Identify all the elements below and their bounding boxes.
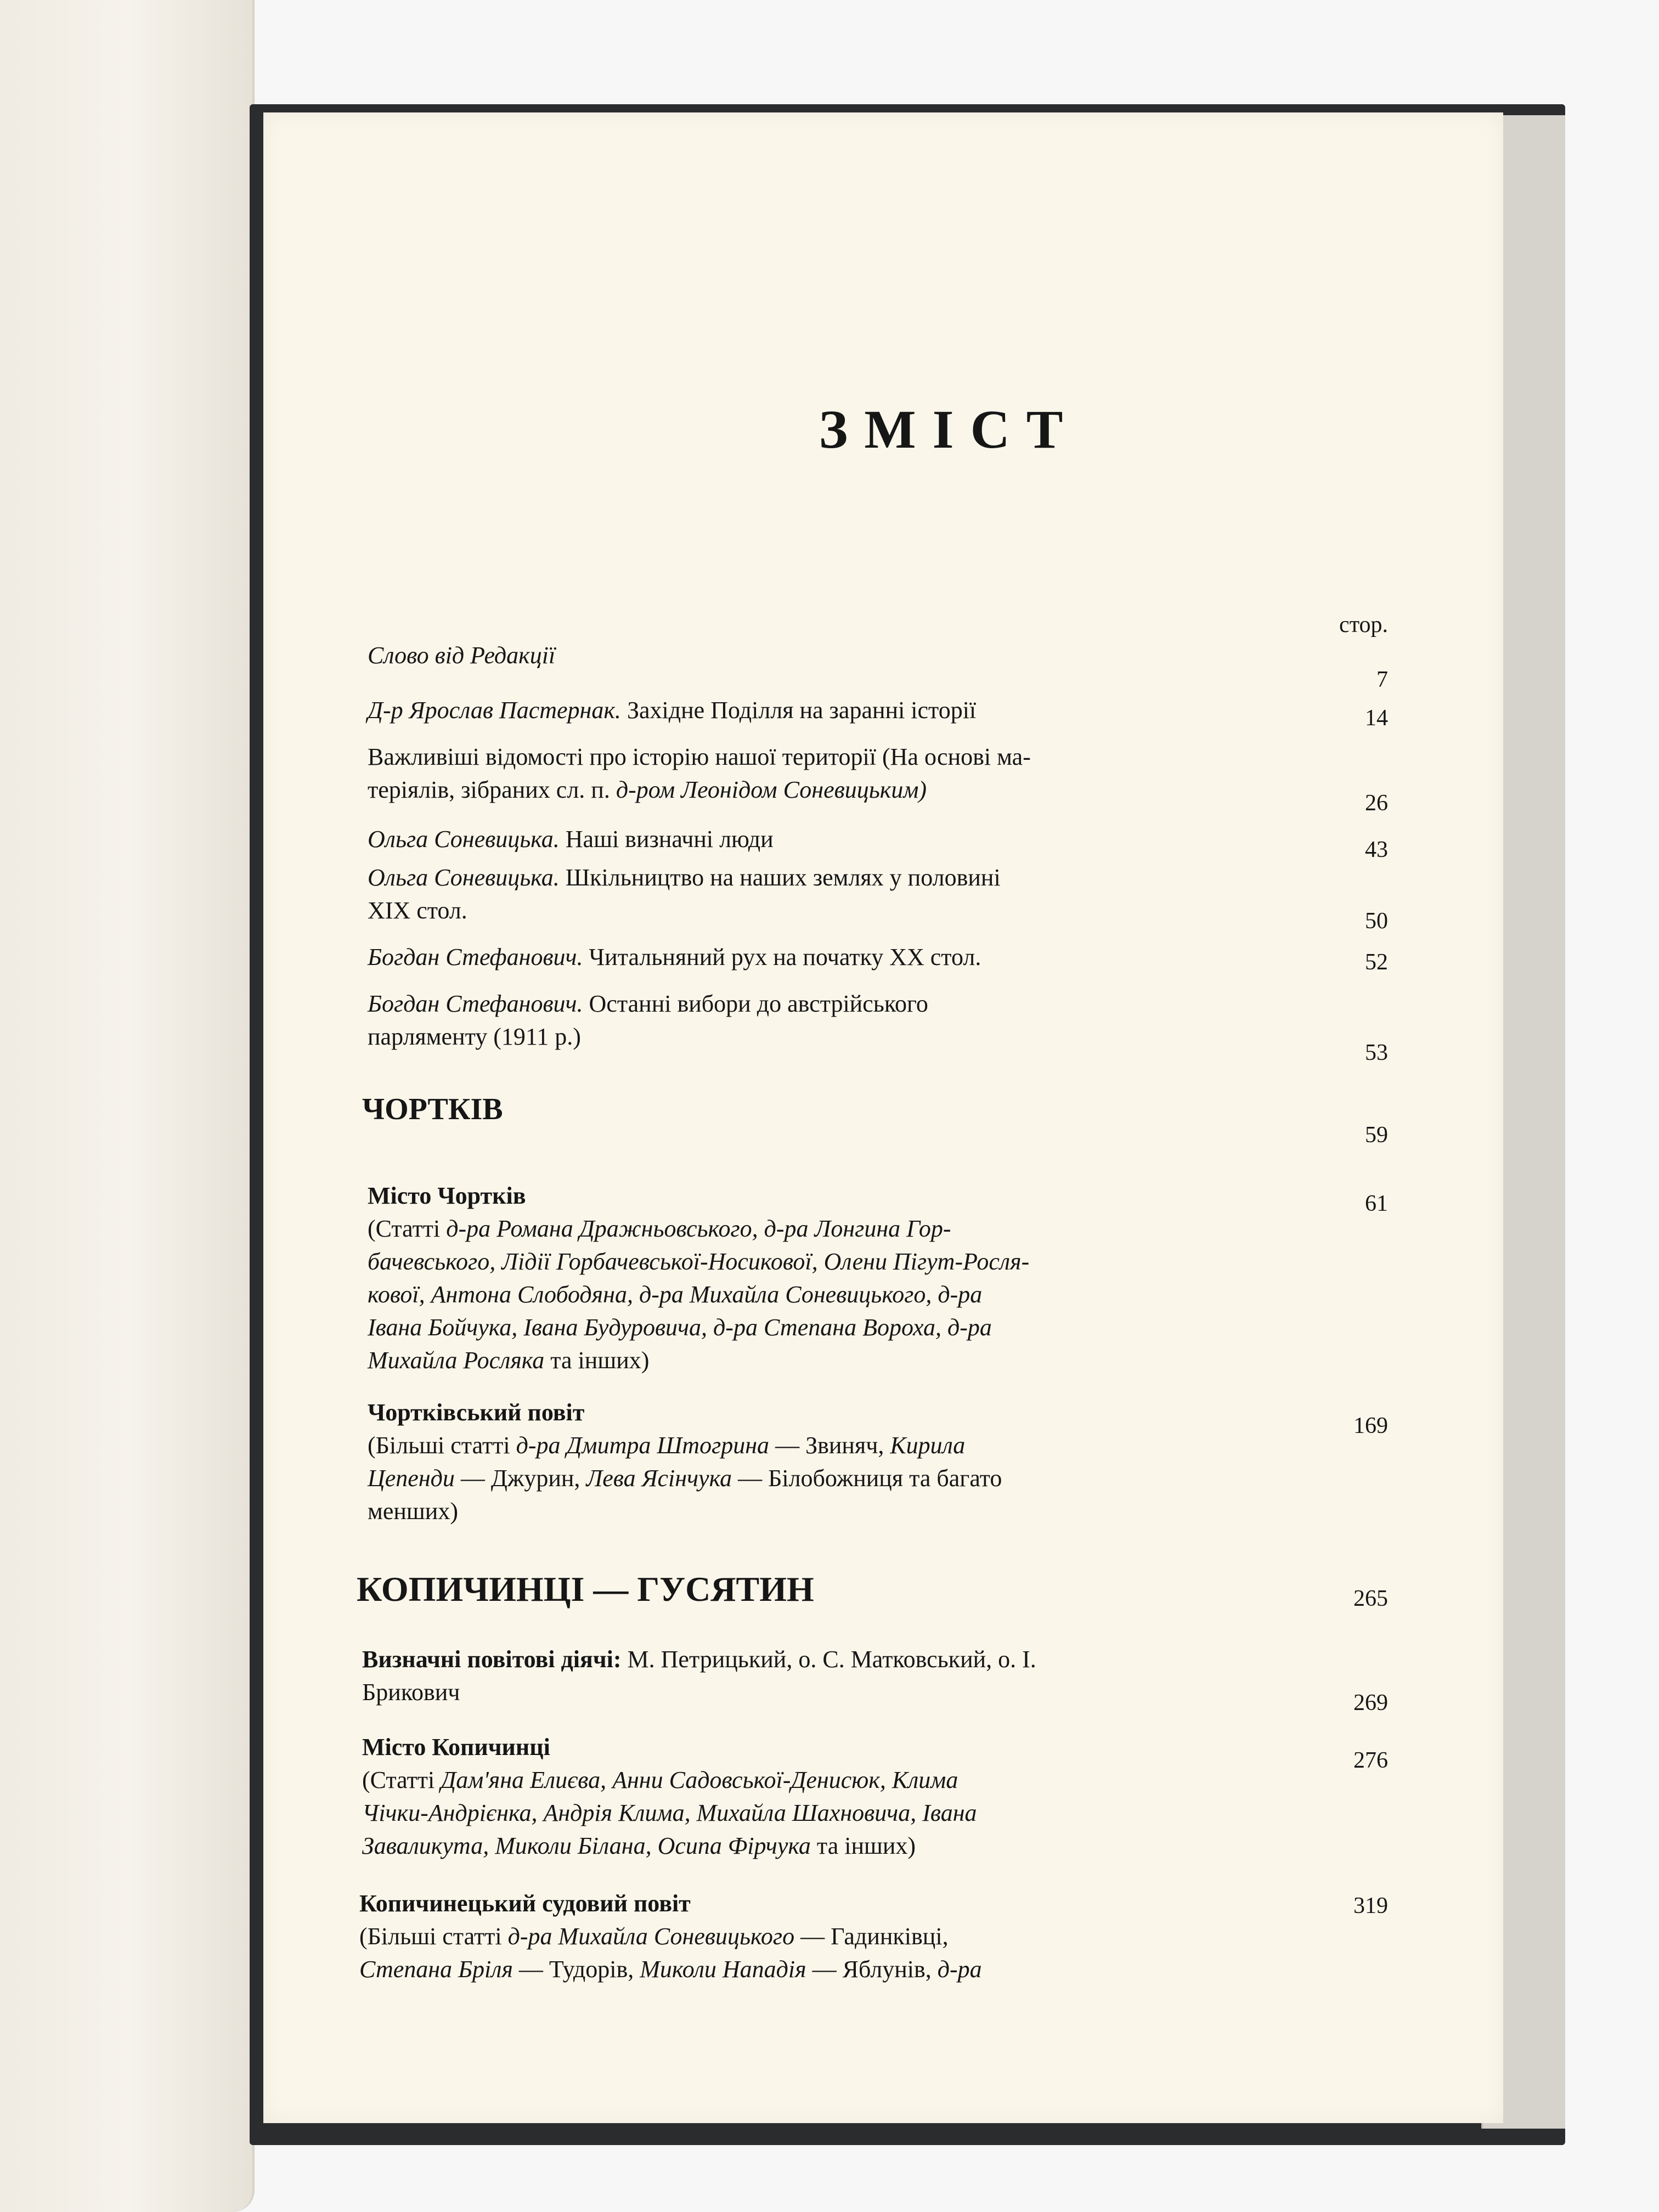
entry-authors: Заваликута, Миколи Білана, Осипа Фірчука: [362, 1832, 811, 1859]
entry-text: (Більші статті: [368, 1432, 516, 1459]
entry-authors: д-ра Михайла Соневицького: [507, 1923, 795, 1950]
entry-text: — Гадинківці,: [794, 1923, 949, 1950]
entry-title: Останні вибори до австрійського: [583, 990, 928, 1017]
toc-entry: [368, 639, 555, 672]
entry-text: М. Петрицький, о. С. Матковський, о. І.: [621, 1646, 1036, 1673]
entry-heading: Визначні повітові діячі:: [362, 1646, 622, 1673]
entry-text: (Більші статті: [359, 1923, 508, 1950]
entry-author: Ольга Соневицька.: [368, 864, 560, 891]
entry-title-cont: XIX стол.: [368, 897, 467, 924]
entry-author: Д-р Ярослав Пастернак.: [368, 697, 621, 724]
entry-text: — Білобожниця та багато: [732, 1465, 1002, 1492]
entry-authors: Івана Бойчука, Івана Будуровича, д-ра Степана Вороха, д-ра: [368, 1314, 992, 1341]
entry-page: 52: [1365, 950, 1388, 975]
entry-page: 43: [1365, 837, 1388, 862]
entry-text: (Статті: [368, 1215, 447, 1242]
entry-text: — Джурин,: [454, 1465, 586, 1492]
entry-authors: Кирила: [890, 1432, 966, 1459]
entry-title-cont: теріялів, зібраних сл. п.: [368, 776, 616, 803]
toc-entry: [368, 741, 1031, 806]
toc-entry: [368, 823, 774, 856]
table-of-contents: [357, 486, 1388, 2066]
entry-author: Богдан Стефанович.: [368, 990, 583, 1017]
entry-authors: д-ра Романа Дражньовського, д-ра Лонгина Гор-: [446, 1215, 951, 1242]
entry-page: 61: [1365, 1191, 1388, 1216]
section-page: 265: [1353, 1586, 1388, 1611]
entry-page: 7: [1376, 667, 1388, 692]
entry-page: 53: [1365, 1040, 1388, 1065]
page-content: [263, 112, 1503, 2123]
toc-entry: [368, 1396, 1002, 1528]
entry-text: — Яблунів,: [806, 1956, 938, 1983]
toc-entry: [362, 1731, 977, 1863]
entry-authors: Чічки-Андрієнка, Андрія Клима, Михайла Шахновича, Івана: [362, 1799, 977, 1826]
toc-entry: [362, 1643, 1036, 1709]
entry-title: Наші визначні люди: [559, 826, 774, 853]
entry-text: — Звиняч,: [769, 1432, 890, 1459]
entry-heading: Місто Чортків: [368, 1182, 526, 1209]
entry-page: 276: [1353, 1748, 1388, 1773]
section-heading: ЧОРТКІВ: [362, 1092, 503, 1126]
toc-entry: [368, 941, 981, 974]
toc-entry: [368, 861, 1001, 927]
page-title: ЗМІСТ: [819, 399, 1080, 460]
entry-authors: Степана Бріля: [359, 1956, 513, 1983]
page-column-label: стор.: [1339, 612, 1388, 637]
toc-entry: [368, 988, 928, 1053]
entry-title: Важливіші відомості про історію нашої території (На основі ма-: [368, 743, 1031, 770]
left-page: [0, 0, 255, 2212]
entry-text: та інших): [544, 1347, 650, 1374]
entry-text: менших): [368, 1498, 458, 1525]
entry-authors: Лева Ясінчука: [586, 1465, 732, 1492]
section-heading: КОПИЧИНЦІ — ГУСЯТИН: [357, 1570, 814, 1609]
entry-authors: Цепенди: [368, 1465, 455, 1492]
entry-text: — Тудорів,: [512, 1956, 640, 1983]
entry-page: 269: [1353, 1690, 1388, 1716]
section-page: 59: [1365, 1122, 1388, 1148]
entry-title: Читальняний рух на початку XX стол.: [583, 944, 981, 970]
entry-author: д-ром Леонідом Соневицьким): [616, 776, 927, 803]
entry-title-cont: парляменту (1911 р.): [368, 1023, 581, 1050]
toc-entry: [368, 694, 976, 727]
entry-author: Ольга Соневицька.: [368, 826, 560, 853]
entry-authors: д-ра: [937, 1956, 982, 1983]
entry-page: 319: [1353, 1893, 1388, 1918]
entry-title: Західне Поділля на заранні історії: [620, 697, 977, 724]
entry-text: Брикович: [362, 1679, 460, 1706]
entry-page: 14: [1365, 706, 1388, 731]
entry-authors: Михайла Росляка: [368, 1347, 545, 1374]
entry-page: 50: [1365, 909, 1388, 934]
entry-text: та інших): [810, 1832, 916, 1859]
entry-author: Богдан Стефанович.: [368, 944, 583, 970]
entry-page: 169: [1353, 1413, 1388, 1438]
entry-title: Слово від Редакції: [368, 642, 556, 669]
entry-authors: д-ра Дмитра Штогрина: [516, 1432, 770, 1459]
entry-authors: бачевського, Лідії Горбачевської-Носикової, Олени Пігут-Росля-: [368, 1248, 1030, 1275]
entry-heading: Місто Копичинці: [362, 1734, 550, 1760]
toc-entry: [368, 1180, 1029, 1377]
book-page: [263, 112, 1503, 2123]
entry-authors: кової, Антона Слободяна, д-ра Михайла Соневицького, д-ра: [368, 1281, 983, 1308]
entry-page: 26: [1365, 791, 1388, 816]
entry-heading: Копичинецький судовий повіт: [359, 1890, 691, 1917]
entry-title: Шкільництво на наших землях у половині: [559, 864, 1001, 891]
entry-authors: Дам'яна Елиєва, Анни Садовської-Денисюк, Клима: [441, 1767, 958, 1793]
entry-text: (Статті: [362, 1767, 441, 1793]
toc-entry: [359, 1887, 982, 1986]
entry-heading: Чортківський повіт: [368, 1399, 585, 1426]
entry-authors: Миколи Нападія: [640, 1956, 806, 1983]
